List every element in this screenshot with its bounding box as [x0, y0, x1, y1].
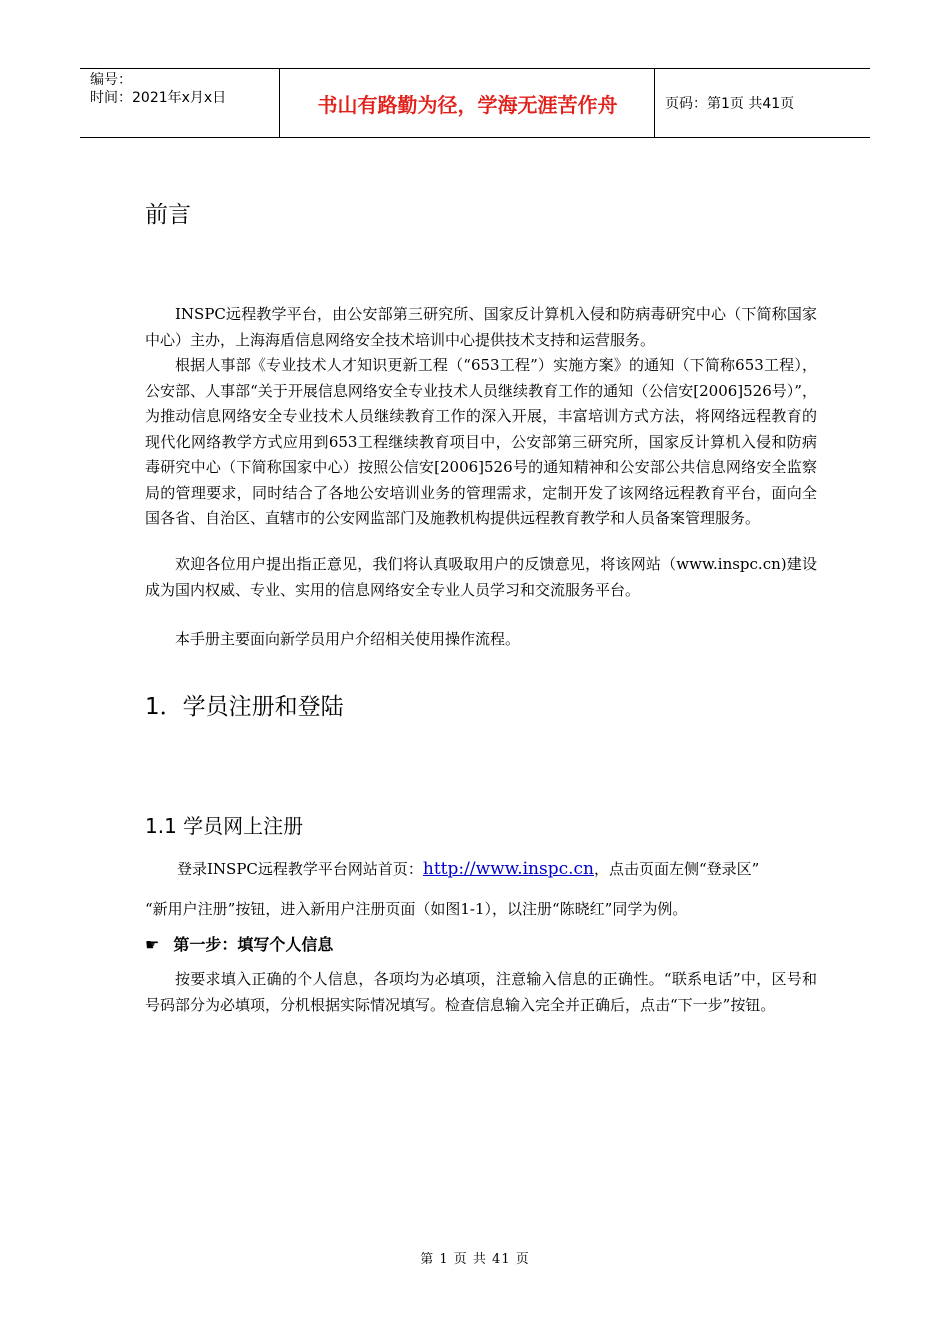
preface-paragraph-2: 根据人事部《专业技术人才知识更新工程（“653工程”）实施方案》的通知（下简称653工程），公安部、人事部“关于开展信息网络安全专业技术人员继续教育工作的通知（公信安[2006]526号）”，为推动信息网络安全专业技术人员继续教育工作的深入开展，丰富培训方式方法，将网络远程教育的现代化网络教学方式应用到653工程继续教育项目中，公安部第三研究所，国家反计算机入侵和防病毒研究中心（下简称国家中心）按照公信安[2006]526号的通知精神和公安部公共信息网络安全监察局的管理要求，同时结合了各地公安培训业务的管理需求，定制开发了该网络远程教育平台，面向全国各省、自治区、直辖市的公安网监部门及施教机构提供远程教育教学和人员备案管理服务。: [145, 356, 817, 527]
header-meta: [80, 69, 280, 137]
header-page-info: 页码：第1页 共41页: [665, 96, 795, 112]
header-number: 编号：: [90, 72, 132, 88]
pointing-hand-icon: ☛: [145, 935, 160, 954]
header-table: [80, 68, 870, 138]
site-link[interactable]: http://www.inspc.cn: [422, 859, 595, 879]
header-motto: 书山有路勤为径，学海无涯苦作舟: [281, 69, 655, 137]
step-1-text: 按要求填入正确的个人信息，各项均为必填项，注意输入信息的正确性。“联系电话”中，区号和号码部分为必填项，分机根据实际情况填写。检查信息输入完全并正确后，点击“下一步”按钮。: [145, 970, 817, 1014]
section-1-1-title: 1.1 学员网上注册: [145, 814, 304, 838]
preface-paragraph-3: 欢迎各位用户提出指正意见，我们将认真吸取用户的反馈意见，将该网站（www.inspc.cn)建设成为国内权威、专业、实用的信息网络安全专业人员学习和交流服务平台。: [145, 555, 817, 599]
page-footer: 第 1 页 共 41 页: [420, 1252, 530, 1267]
intro-suffix: ，点击页面左侧“登录区”: [594, 860, 760, 878]
preface-title: 前言: [145, 202, 191, 228]
section-1-title: 1．学员注册和登陆: [145, 694, 344, 720]
preface-paragraph-1: INSPC远程教学平台，由公安部第三研究所、国家反计算机入侵和防病毒研究中心（下简称国家中心）主办，上海海盾信息网络安全技术培训中心提供技术支持和运营服务。: [145, 305, 817, 349]
intro-line-1: [177, 858, 759, 879]
header-date: 时间：2021年x月x日: [90, 90, 227, 106]
intro-line-2: “新用户注册”按钮，进入新用户注册页面（如图1-1），以注册“陈晓红”同学为例。: [145, 900, 688, 918]
step-1-heading: [145, 932, 333, 955]
step-1-title: 第一步：填写个人信息: [173, 935, 334, 954]
preface-paragraph-4: 本手册主要面向新学员用户介绍相关使用操作流程。: [175, 630, 521, 648]
intro-prefix: 登录INSPC远程教学平台网站首页：: [177, 860, 423, 878]
